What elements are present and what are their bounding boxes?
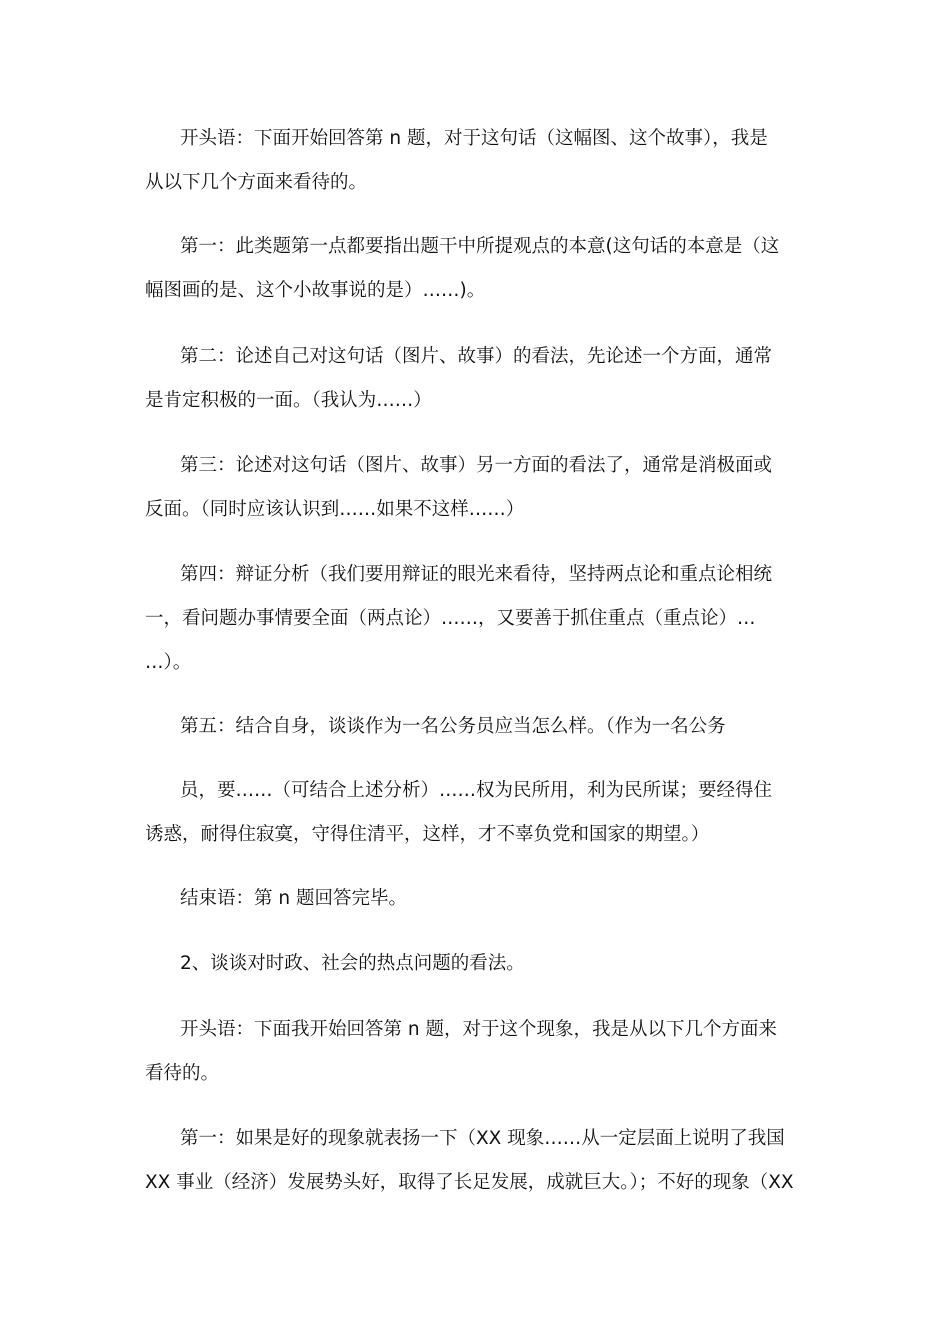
text-line: 幅图画的是、这个小故事说的是）……)。 <box>145 280 486 301</box>
text-line: 结束语：第 n 题回答完毕。 <box>180 888 407 909</box>
text-line: 开头语：下面开始回答第 n 题，对于这句话（这幅图、这个故事），我是 <box>180 128 768 149</box>
text-line: 第四：辩证分析（我们要用辩证的眼光来看待，坚持两点论和重点论相统 <box>180 564 773 585</box>
text-line: 第五：结合自身，谈谈作为一名公务员应当怎么样。（作为一名公务 <box>180 716 726 737</box>
section-heading: 2、谈谈对时政、社会的热点问题的看法。 <box>180 953 525 974</box>
text-line: 第三：论述对这句话（图片、故事）另一方面的看法了，通常是消极面或 <box>180 455 773 476</box>
text-line: 看待的。 <box>145 1063 220 1084</box>
text-line: 员，要……（可结合上述分析）……权为民所用，利为民所谋；要经得住 <box>180 780 773 801</box>
text-line: XX 事业（经济）发展势头好，取得了长足发展，成就巨大。）；不好的现象（XX <box>145 1172 794 1193</box>
text-line: 第一：如果是好的现象就表扬一下（XX 现象……从一定层面上说明了我国 <box>180 1128 785 1149</box>
text-line: 是肯定积极的一面。（我认为……） <box>145 390 432 411</box>
text-line: 第二：论述自己对这句话（图片、故事）的看法，先论述一个方面，通常 <box>180 346 773 367</box>
text-line: 开头语：下面我开始回答第 n 题，对于这个现象，我是从以下几个方面来 <box>180 1019 777 1040</box>
text-line: 反面。（同时应该认识到……如果不这样……） <box>145 499 525 520</box>
text-line: 诱惑，耐得住寂寞，守得住清平，这样，才不辜负党和国家的期望。） <box>145 824 710 845</box>
text-line: 一，看问题办事情要全面（两点论）……，又要善于抓住重点（重点论）… <box>145 608 756 629</box>
text-line: 第一：此类题第一点都要指出题干中所提观点的本意(这句话的本意是（这 <box>180 236 780 257</box>
text-line: …）。 <box>145 652 192 673</box>
text-line: 从以下几个方面来看待的。 <box>145 172 368 193</box>
